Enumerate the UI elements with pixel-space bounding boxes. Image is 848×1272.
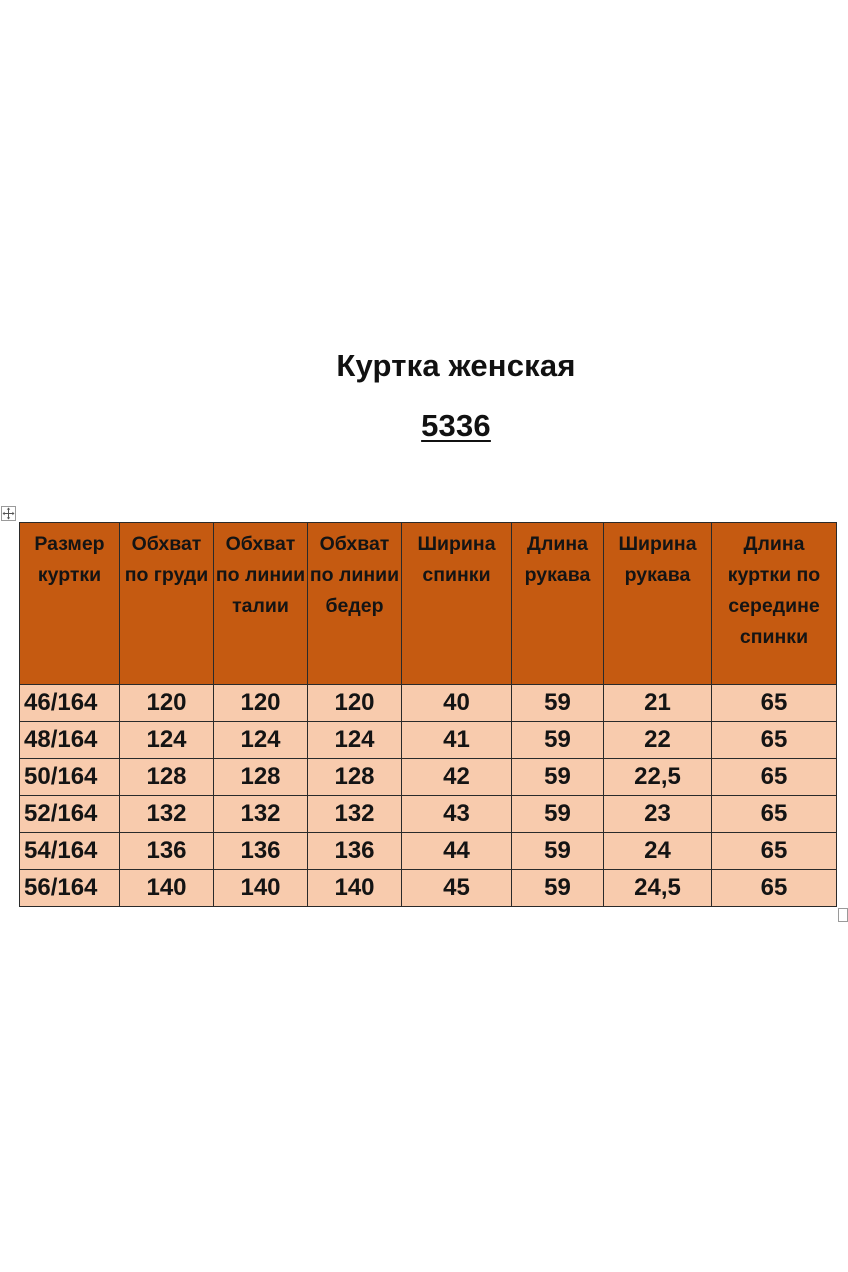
table-row — [20, 796, 837, 833]
measurement-cell: 22 — [604, 722, 712, 759]
resize-handle-icon[interactable] — [838, 908, 848, 922]
size-table — [19, 522, 837, 907]
table-row — [20, 722, 837, 759]
measurement-cell: 59 — [512, 722, 604, 759]
measurement-cell: 120 — [120, 685, 214, 722]
measurement-cell: 128 — [308, 759, 402, 796]
column-header: Длина рукава — [512, 523, 604, 685]
measurement-cell: 65 — [712, 685, 837, 722]
measurement-cell: 65 — [712, 796, 837, 833]
measurement-cell: 59 — [512, 759, 604, 796]
measurement-cell: 136 — [214, 833, 308, 870]
measurement-cell: 128 — [214, 759, 308, 796]
measurement-cell: 132 — [308, 796, 402, 833]
table-header-row — [20, 523, 837, 685]
measurement-cell: 136 — [120, 833, 214, 870]
size-cell: 52/164 — [20, 796, 120, 833]
measurement-cell: 43 — [402, 796, 512, 833]
size-cell: 50/164 — [20, 759, 120, 796]
measurement-cell: 59 — [512, 833, 604, 870]
measurement-cell: 140 — [214, 870, 308, 907]
measurement-cell: 45 — [402, 870, 512, 907]
measurement-cell: 132 — [214, 796, 308, 833]
measurement-cell: 42 — [402, 759, 512, 796]
measurement-cell: 59 — [512, 870, 604, 907]
measurement-cell: 65 — [712, 870, 837, 907]
measurement-cell: 124 — [308, 722, 402, 759]
measurement-cell: 128 — [120, 759, 214, 796]
column-header: Обхват по линии талии — [214, 523, 308, 685]
table-row — [20, 833, 837, 870]
column-header: Ширина спинки — [402, 523, 512, 685]
table-body — [20, 685, 837, 907]
column-header: Длина куртки по середине спинки — [712, 523, 837, 685]
measurement-cell: 65 — [712, 833, 837, 870]
measurement-cell: 124 — [120, 722, 214, 759]
column-header: Обхват по линии бедер — [308, 523, 402, 685]
size-cell: 56/164 — [20, 870, 120, 907]
size-cell: 54/164 — [20, 833, 120, 870]
move-arrows-icon[interactable] — [1, 506, 16, 521]
measurement-cell: 59 — [512, 796, 604, 833]
measurement-cell: 24,5 — [604, 870, 712, 907]
column-header: Размер куртки — [20, 523, 120, 685]
measurement-cell: 21 — [604, 685, 712, 722]
document-title: Куртка женская — [336, 348, 576, 383]
measurement-cell: 136 — [308, 833, 402, 870]
measurement-cell: 120 — [308, 685, 402, 722]
measurement-cell: 132 — [120, 796, 214, 833]
measurement-cell: 44 — [402, 833, 512, 870]
size-cell: 46/164 — [20, 685, 120, 722]
product-code: 5336 — [421, 408, 491, 443]
measurement-cell: 59 — [512, 685, 604, 722]
table-row — [20, 685, 837, 722]
column-header: Ширина рукава — [604, 523, 712, 685]
measurement-cell: 65 — [712, 759, 837, 796]
table-row — [20, 759, 837, 796]
measurement-cell: 41 — [402, 722, 512, 759]
measurement-cell: 140 — [308, 870, 402, 907]
measurement-cell: 23 — [604, 796, 712, 833]
measurement-cell: 24 — [604, 833, 712, 870]
measurement-cell: 40 — [402, 685, 512, 722]
measurement-cell: 120 — [214, 685, 308, 722]
measurement-cell: 124 — [214, 722, 308, 759]
measurement-cell: 140 — [120, 870, 214, 907]
size-cell: 48/164 — [20, 722, 120, 759]
measurement-cell: 22,5 — [604, 759, 712, 796]
table-row — [20, 870, 837, 907]
measurement-cell: 65 — [712, 722, 837, 759]
column-header: Обхват по груди — [120, 523, 214, 685]
